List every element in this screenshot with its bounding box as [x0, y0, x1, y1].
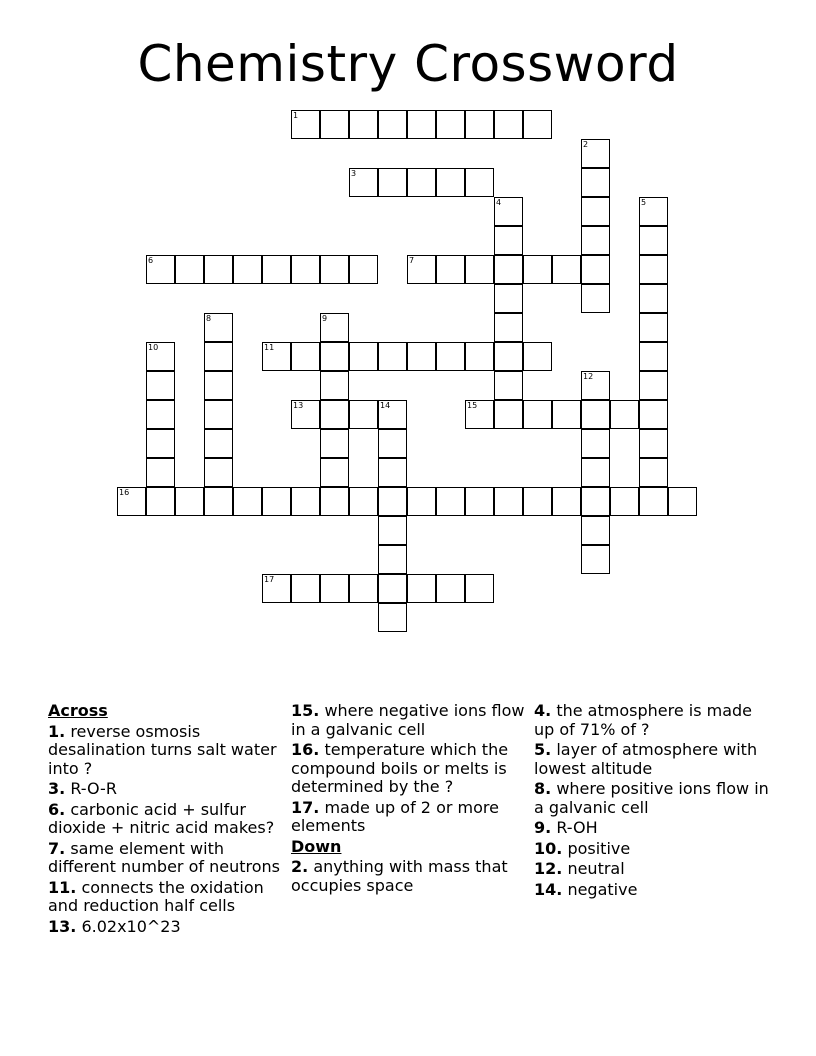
grid-cell[interactable] [494, 342, 523, 371]
cell-number: 7 [409, 256, 415, 265]
grid-cell[interactable] [494, 226, 523, 255]
grid-cell[interactable] [581, 197, 610, 226]
clue-down-4: 4. the atmosphere is made up of 71% of ? [534, 701, 752, 739]
grid-cell[interactable] [407, 342, 436, 371]
cell-number: 17 [264, 575, 275, 584]
grid-cell[interactable] [175, 487, 204, 516]
grid-cell[interactable] [378, 110, 407, 139]
grid-cell[interactable] [668, 487, 697, 516]
grid-cell[interactable] [204, 400, 233, 429]
grid-cell[interactable] [349, 168, 378, 197]
clue-across-6: 6. carbonic acid + sulfur dioxide + nitric acid makes? [48, 799, 275, 837]
grid-cell[interactable] [465, 168, 494, 197]
grid-cell[interactable] [378, 168, 407, 197]
grid-cell[interactable] [465, 342, 494, 371]
cell-number: 8 [206, 314, 212, 323]
grid-cell[interactable] [349, 574, 378, 603]
grid-cell[interactable] [639, 284, 668, 313]
grid-cell[interactable] [523, 342, 552, 371]
grid-cell[interactable] [146, 458, 175, 487]
grid-cell[interactable] [117, 487, 146, 516]
grid-cell[interactable] [378, 400, 407, 429]
clue-down-8: 8. where positive ions flow in a galvanic cell [534, 779, 769, 817]
clue-across-15: 15. where negative ions flow in a galvanic cell [291, 701, 525, 739]
grid-cell[interactable] [291, 400, 320, 429]
grid-cell[interactable] [436, 110, 465, 139]
grid-cell[interactable] [320, 429, 349, 458]
cell-number: 9 [322, 314, 328, 323]
grid-cell[interactable] [378, 342, 407, 371]
grid-cell[interactable] [494, 487, 523, 516]
clue-across-17: 17. made up of 2 or more elements [291, 797, 499, 835]
grid-cell[interactable] [146, 487, 175, 516]
grid-cell[interactable] [581, 487, 610, 516]
grid-cell[interactable] [465, 400, 494, 429]
down-header: Down [291, 836, 342, 856]
grid-cell[interactable] [146, 429, 175, 458]
cell-number: 4 [496, 198, 502, 207]
grid-cell[interactable] [581, 400, 610, 429]
grid-cell[interactable] [494, 197, 523, 226]
grid-cell[interactable] [233, 255, 262, 284]
grid-cell[interactable] [523, 487, 552, 516]
clue-down-12: 12. neutral [534, 859, 625, 878]
grid-cell[interactable] [523, 110, 552, 139]
grid-cell[interactable] [204, 371, 233, 400]
clue-across-13: 13. 6.02x10^23 [48, 916, 181, 936]
grid-cell[interactable] [494, 371, 523, 400]
clue-down-14: 14. negative [534, 879, 638, 899]
grid-cell[interactable] [378, 516, 407, 545]
grid-cell[interactable] [494, 284, 523, 313]
grid-cell[interactable] [465, 487, 494, 516]
grid-cell[interactable] [146, 342, 175, 371]
grid-cell[interactable] [262, 342, 291, 371]
grid-cell[interactable] [436, 255, 465, 284]
grid-cell[interactable] [552, 255, 581, 284]
clue-across-1: 1. reverse osmosis desalination turns salt water into ? [48, 721, 277, 778]
grid-cell[interactable] [320, 342, 349, 371]
grid-cell[interactable] [320, 400, 349, 429]
cell-number: 12 [583, 372, 594, 381]
grid-cell[interactable] [581, 139, 610, 168]
grid-cell[interactable] [639, 371, 668, 400]
grid-cell[interactable] [465, 110, 494, 139]
grid-cell[interactable] [407, 255, 436, 284]
grid-cell[interactable] [204, 342, 233, 371]
grid-cell[interactable] [146, 371, 175, 400]
grid-cell[interactable] [320, 371, 349, 400]
clue-across-7: 7. same element with different number of neutrons [48, 838, 280, 876]
grid-cell[interactable] [639, 487, 668, 516]
grid-cell[interactable] [639, 313, 668, 342]
grid-cell[interactable] [204, 487, 233, 516]
grid-cell[interactable] [639, 226, 668, 255]
grid-cell[interactable] [407, 487, 436, 516]
clue-column-3 [534, 702, 770, 901]
grid-cell[interactable] [581, 371, 610, 400]
grid-cell[interactable] [320, 458, 349, 487]
grid-cell[interactable] [407, 110, 436, 139]
cell-number: 5 [641, 198, 647, 207]
grid-cell[interactable] [204, 313, 233, 342]
grid-cell[interactable] [291, 342, 320, 371]
grid-cell[interactable] [320, 313, 349, 342]
grid-cell[interactable] [320, 255, 349, 284]
puzzle-title: Chemistry Crossword [137, 35, 679, 93]
grid-cell[interactable] [378, 458, 407, 487]
grid-cell[interactable] [639, 458, 668, 487]
grid-cell[interactable] [436, 487, 465, 516]
clue-down-9: 9. R-OH [534, 818, 598, 837]
grid-cell[interactable] [552, 487, 581, 516]
grid-cell[interactable] [494, 255, 523, 284]
grid-cell[interactable] [407, 574, 436, 603]
grid-cell[interactable] [639, 429, 668, 458]
grid-cell[interactable] [639, 342, 668, 371]
grid-cell[interactable] [204, 458, 233, 487]
cell-number: 1 [293, 111, 299, 120]
grid-cell[interactable] [233, 487, 262, 516]
grid-cell[interactable] [523, 400, 552, 429]
cell-number: 2 [583, 140, 589, 149]
grid-cell[interactable] [436, 168, 465, 197]
grid-cell[interactable] [581, 545, 610, 574]
clue-across-3: 3. R-O-R [48, 779, 117, 798]
cell-number: 3 [351, 169, 357, 178]
grid-cell[interactable] [581, 458, 610, 487]
grid-cell[interactable] [291, 255, 320, 284]
grid-cell[interactable] [262, 487, 291, 516]
cell-number: 10 [148, 343, 159, 352]
grid-cell[interactable] [610, 400, 639, 429]
grid-cell[interactable] [291, 574, 320, 603]
grid-cell[interactable] [349, 342, 378, 371]
grid-cell[interactable] [436, 342, 465, 371]
cell-number: 6 [148, 256, 154, 265]
grid-cell[interactable] [494, 110, 523, 139]
grid-cell[interactable] [349, 110, 378, 139]
grid-cell[interactable] [349, 400, 378, 429]
cell-number: 13 [293, 401, 304, 410]
grid-cell[interactable] [465, 574, 494, 603]
grid-cell[interactable] [552, 400, 581, 429]
grid-cell[interactable] [610, 487, 639, 516]
grid-cell[interactable] [581, 226, 610, 255]
grid-cell[interactable] [639, 255, 668, 284]
cell-number: 14 [380, 401, 391, 410]
grid-cell[interactable] [378, 429, 407, 458]
grid-cell[interactable] [146, 400, 175, 429]
grid-cell[interactable] [639, 197, 668, 226]
grid-cell[interactable] [291, 110, 320, 139]
clue-down-2: 2. anything with mass that occupies space [291, 857, 508, 895]
grid-cell[interactable] [523, 255, 552, 284]
grid-cell[interactable] [378, 487, 407, 516]
grid-cell[interactable] [349, 255, 378, 284]
across-header: Across [48, 701, 108, 720]
cell-number: 16 [119, 488, 130, 497]
grid-cell[interactable] [262, 574, 291, 603]
clue-across-16: 16. temperature which the compound boils or melts is determined by the ? [291, 740, 509, 796]
clue-column-1 [48, 702, 284, 938]
cell-number: 15 [467, 401, 478, 410]
grid-cell[interactable] [378, 545, 407, 574]
grid-cell[interactable] [639, 400, 668, 429]
grid-cell[interactable] [175, 255, 204, 284]
clue-column-2 [291, 702, 527, 897]
grid-cell[interactable] [320, 574, 349, 603]
grid-cell[interactable] [436, 574, 465, 603]
clue-across-11: 11. connects the oxidation and reduction half cells [48, 877, 264, 915]
grid-cell[interactable] [581, 284, 610, 313]
grid-cell[interactable] [407, 168, 436, 197]
grid-cell[interactable] [320, 487, 349, 516]
grid-cell[interactable] [581, 255, 610, 284]
grid-cell[interactable] [378, 603, 407, 632]
grid-cell[interactable] [581, 168, 610, 197]
clue-down-5: 5. layer of atmosphere with lowest altitude [534, 740, 758, 778]
grid-cell[interactable] [494, 313, 523, 342]
cell-number: 11 [264, 343, 275, 352]
grid-cell[interactable] [262, 255, 291, 284]
grid-cell[interactable] [204, 429, 233, 458]
clue-down-10: 10. positive [534, 838, 631, 858]
grid-cell[interactable] [465, 255, 494, 284]
grid-cell[interactable] [320, 110, 349, 139]
grid-cell[interactable] [349, 487, 378, 516]
grid-cell[interactable] [378, 574, 407, 603]
grid-cell[interactable] [146, 255, 175, 284]
grid-cell[interactable] [494, 400, 523, 429]
grid-cell[interactable] [204, 255, 233, 284]
grid-cell[interactable] [291, 487, 320, 516]
grid-cell[interactable] [581, 516, 610, 545]
grid-cell[interactable] [581, 429, 610, 458]
